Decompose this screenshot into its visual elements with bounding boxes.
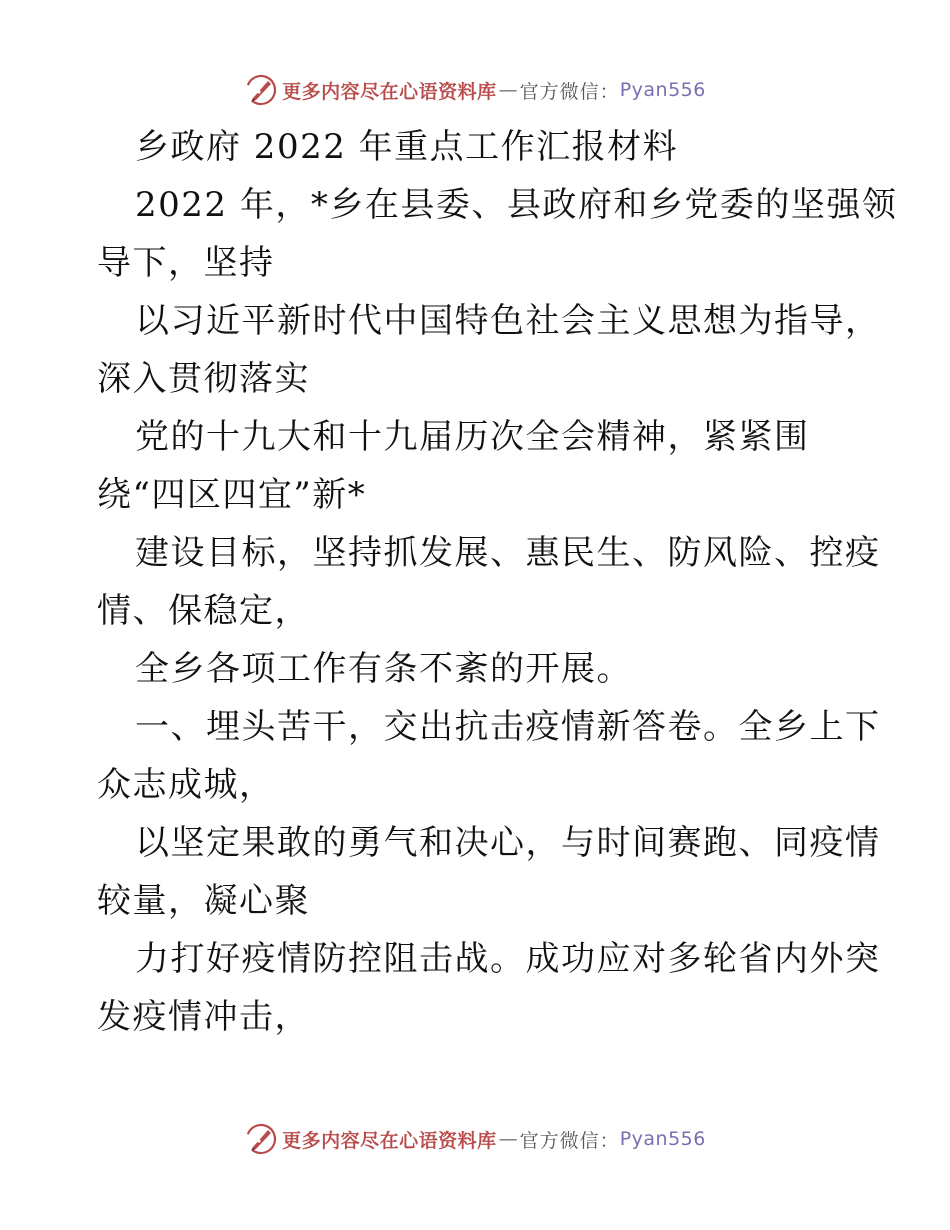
- paragraph-line: 2022 年，*乡在县委、县政府和乡党委的坚强领: [135, 185, 898, 225]
- paragraph-line: 发疫情冲击，: [97, 997, 310, 1037]
- paragraph-line: 较量，凝心聚: [97, 881, 310, 921]
- quill-pen-logo-icon: [244, 73, 278, 107]
- document-body: [97, 118, 898, 1046]
- quill-pen-logo-icon: [244, 1122, 278, 1156]
- watermark-wechat-label: 官方微信：: [519, 1129, 620, 1152]
- watermark-site-text: 更多内容尽在心语资料库: [282, 1129, 497, 1152]
- watermark-separator: —: [498, 1128, 518, 1150]
- paragraph-line: 党的十九大和十九届历次全会精神，紧紧围: [135, 417, 810, 457]
- paragraph-line: 情、保稳定，: [97, 591, 310, 631]
- header-watermark: [0, 70, 950, 110]
- paragraph-line: 绕“四区四宜”新*: [97, 475, 367, 515]
- paragraph-line: 深入贯彻落实: [97, 359, 310, 399]
- paragraph-line: 众志成城，: [97, 765, 275, 805]
- watermark-wechat-id: Pyan556: [619, 1128, 706, 1150]
- document-title: 乡政府 2022 年重点工作汇报材料: [135, 127, 679, 167]
- footer-watermark: [0, 1119, 950, 1159]
- watermark-site-text: 更多内容尽在心语资料库: [282, 80, 497, 103]
- paragraph-line: 建设目标，坚持抓发展、惠民生、防风险、控疫: [135, 533, 881, 573]
- watermark-wechat-id: Pyan556: [619, 79, 706, 101]
- paragraph-line: 以习近平新时代中国特色社会主义思想为指导，: [135, 301, 881, 341]
- watermark-wechat-label: 官方微信：: [519, 80, 620, 103]
- paragraph-line: 力打好疫情防控阻击战。成功应对多轮省内外突: [135, 939, 881, 979]
- paragraph-line: 导下，坚持: [97, 243, 275, 283]
- paragraph-line: 以坚定果敢的勇气和决心，与时间赛跑、同疫情: [135, 823, 881, 863]
- section-heading-line: 一、埋头苦干，交出抗击疫情新答卷。全乡上下: [135, 707, 881, 747]
- paragraph-line: 全乡各项工作有条不紊的开展。: [135, 649, 632, 689]
- watermark-separator: —: [498, 79, 518, 101]
